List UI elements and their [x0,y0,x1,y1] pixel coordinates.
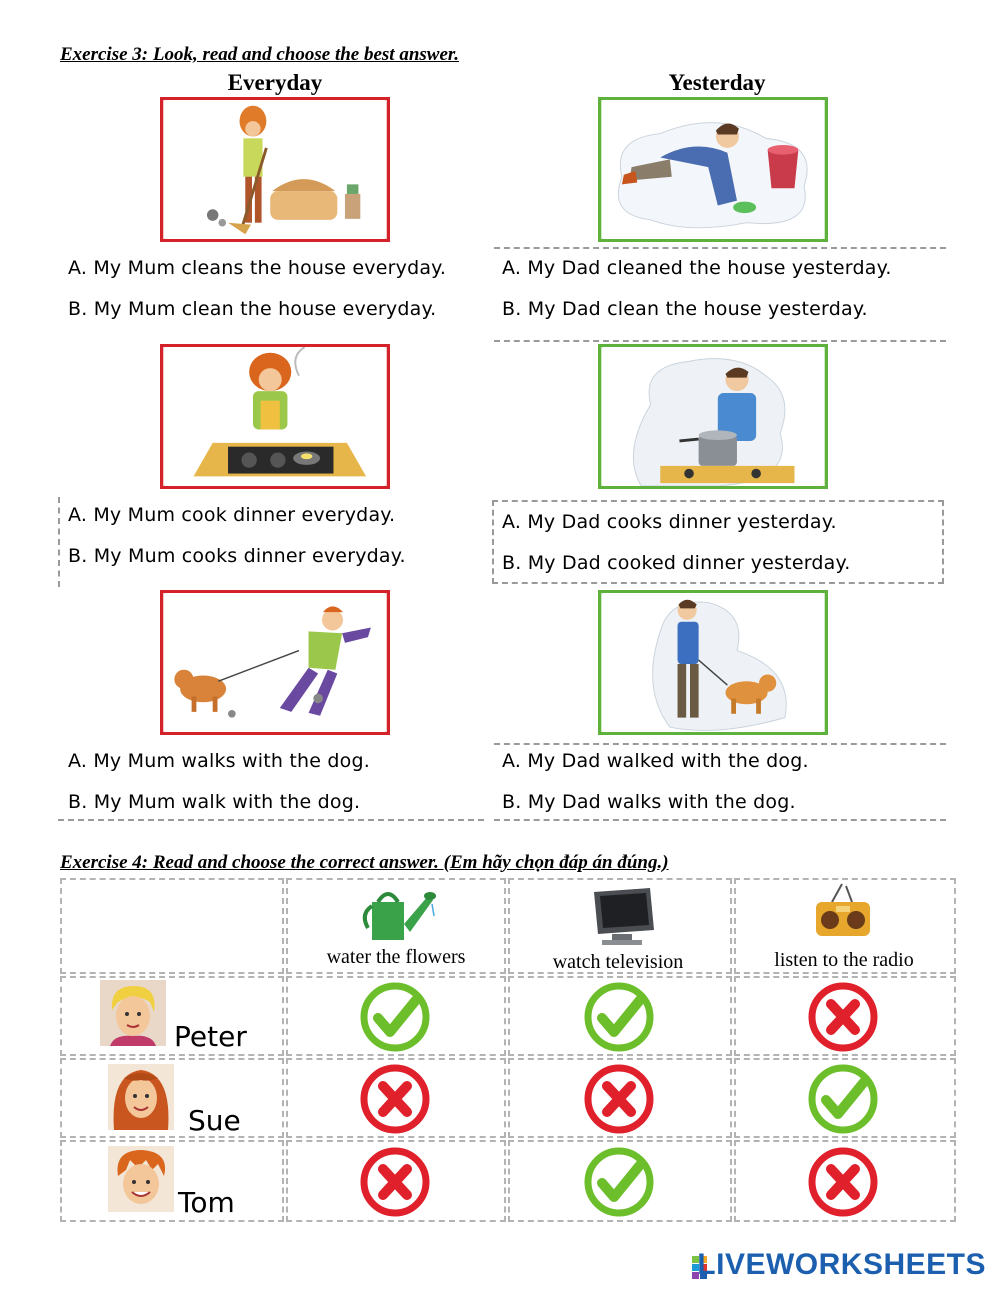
mum-walking-dog-picture [160,590,390,735]
row2-left-option-b[interactable]: B. My Mum cooks dinner everyday. [68,545,406,567]
cross-icon[interactable] [806,1145,880,1219]
person-name-tom: Tom [178,1186,235,1219]
dad-cooking-picture [598,344,828,489]
mum-cooking-picture [160,344,390,489]
yesterday-heading: Yesterday [668,70,766,95]
column-label-water: water the flowers [326,946,466,968]
person-name-peter: Peter [174,1020,247,1053]
exercise3-title: Exercise 3: Look, read and choose the best answer. [60,44,459,65]
check-icon[interactable] [358,980,432,1054]
table-row-peter-name [60,976,284,1056]
brand-name: LIVEWORKSHEETS [697,1248,986,1281]
dad-walking-dog-picture [598,590,828,735]
exercise4-title: Exercise 4: Read and choose the correct answer. (Em hãy chọn đáp án đúng.) [60,852,669,873]
sue-avatar [108,1064,174,1130]
row3-left-option-b[interactable]: B. My Mum walk with the dog. [68,791,361,813]
row1-left-option-b[interactable]: B. My Mum clean the house everyday. [68,298,437,320]
column-label-television: watch television [552,951,684,973]
row1-left-option-a[interactable]: A. My Mum cleans the house everyday. [68,257,447,279]
tom-avatar [108,1146,174,1212]
row2-right-option-b[interactable]: B. My Dad cooked dinner yesterday. [502,552,851,574]
cross-icon[interactable] [806,980,880,1054]
row3-left-option-a[interactable]: A. My Mum walks with the dog. [68,750,370,772]
row3-right-option-a[interactable]: A. My Dad walked with the dog. [502,750,809,772]
radio-icon [812,882,874,944]
row3-right-option-b[interactable]: B. My Dad walks with the dog. [502,791,796,813]
peter-avatar [100,980,166,1046]
everyday-heading: Everyday [227,70,323,95]
check-icon[interactable] [582,980,656,1054]
row2-right-option-a[interactable]: A. My Dad cooks dinner yesterday. [502,511,837,533]
television-icon [584,884,660,948]
dad-cleaning-picture [598,97,828,242]
column-label-radio: listen to the radio [774,949,914,971]
cross-icon[interactable] [358,1145,432,1219]
check-icon[interactable] [806,1062,880,1136]
watering-can-icon [358,884,438,942]
table-corner-cell [60,878,284,974]
mum-cleaning-picture [160,97,390,242]
row2-left-option-a[interactable]: A. My Mum cook dinner everyday. [68,504,396,526]
row1-right-option-b[interactable]: B. My Dad clean the house yesterday. [502,298,868,320]
check-icon[interactable] [582,1145,656,1219]
cross-icon[interactable] [358,1062,432,1136]
row1-right-option-a[interactable]: A. My Dad cleaned the house yesterday. [502,257,892,279]
cross-icon[interactable] [582,1062,656,1136]
person-name-sue: Sue [188,1104,241,1137]
